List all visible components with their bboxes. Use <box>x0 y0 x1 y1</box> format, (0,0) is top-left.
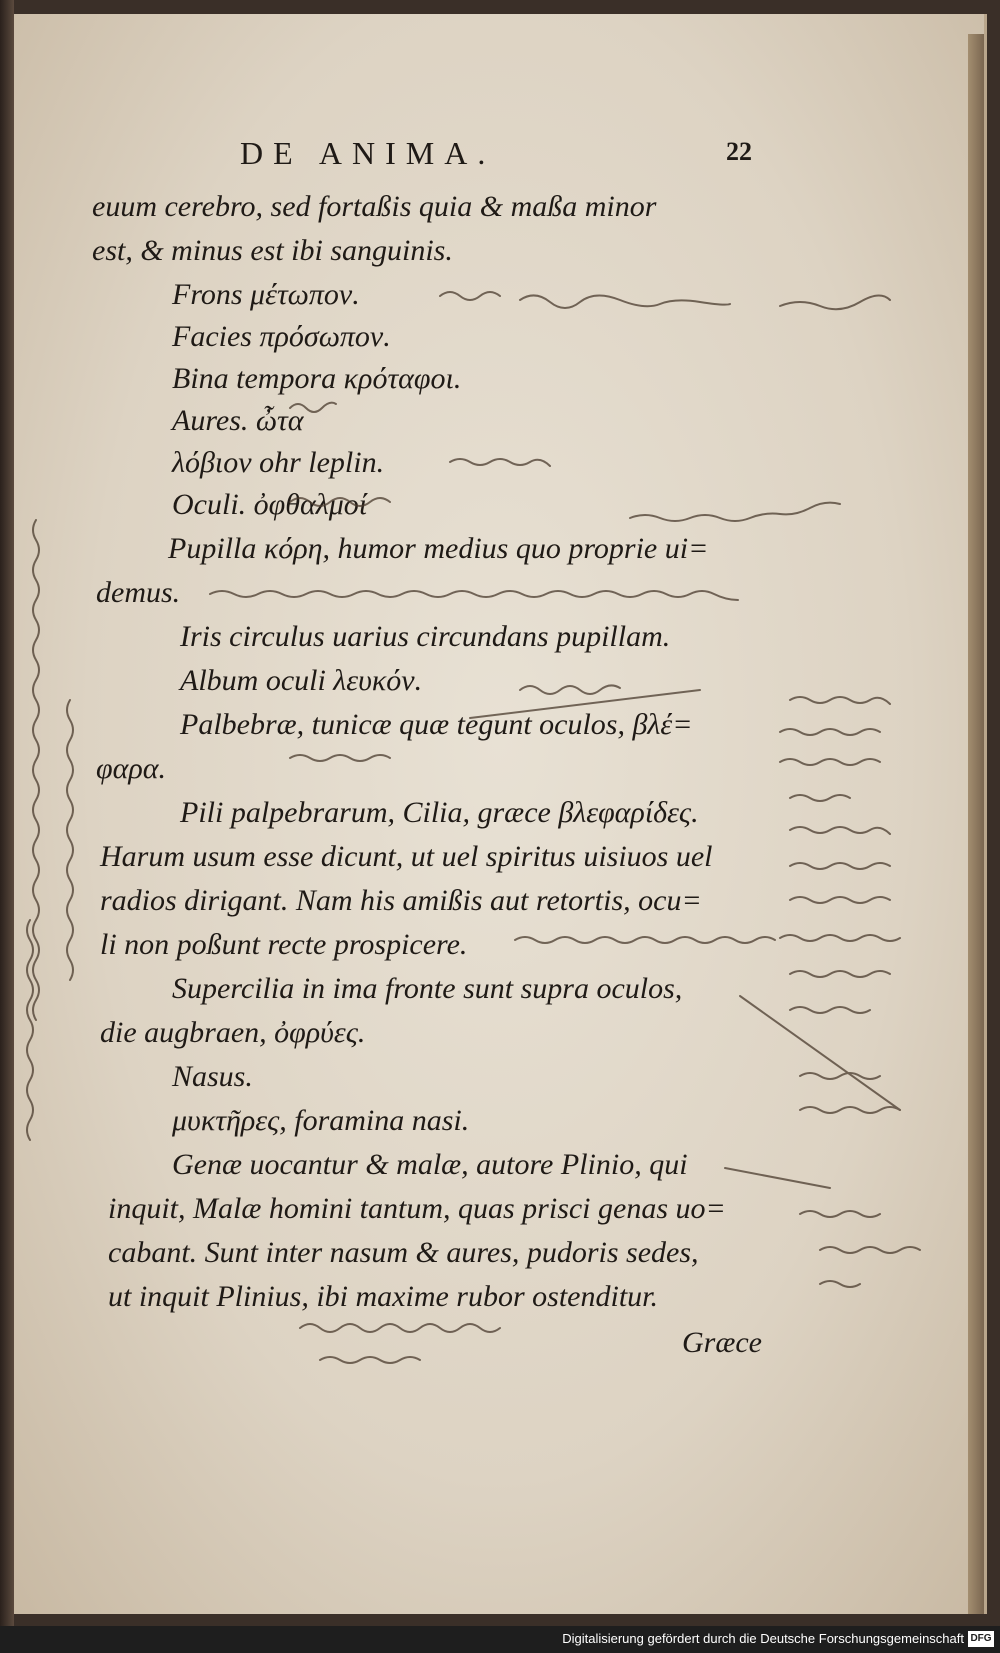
text-line: Facies πρόσωπον. <box>172 320 391 353</box>
text-line: euum cerebro, sed fortaßis quia & maßa minor <box>92 190 657 223</box>
catchword: Græce <box>682 1326 762 1359</box>
text-line: est, & minus est ibi sanguinis. <box>92 234 453 267</box>
footer-credit: Digitalisierung gefördert durch die Deutsche Forschungsgemeinschaft <box>562 1631 964 1646</box>
text-line: Iris circulus uarius circundans pupillam. <box>180 620 671 653</box>
text-line: inquit, Malæ homini tantum, quas prisci genas uo= <box>108 1192 726 1225</box>
text-line: φαρα. <box>96 752 166 785</box>
text-line: Palbebræ, tunicæ quæ tegunt oculos, βλέ= <box>180 708 693 741</box>
text-line: Genæ uocantur & malæ, autore Plinio, qui <box>172 1148 688 1181</box>
text-line: Bina tempora κρόταφοι. <box>172 362 462 395</box>
text-line: ut inquit Plinius, ibi maxime rubor ostenditur. <box>108 1280 659 1313</box>
page-number: 22 <box>726 137 752 166</box>
text-line: radios dirigant. Nam his amißis aut retortis, ocu= <box>100 884 702 917</box>
text-line: μυκτῆρες, foramina nasi. <box>172 1104 470 1137</box>
text-line: Supercilia in ima fronte sunt supra oculos, <box>172 972 683 1005</box>
footer-bar <box>0 1626 1000 1653</box>
text-line: Album oculi λευκόν. <box>180 664 423 697</box>
text-line: Oculi. ὀφθαλμοί <box>172 488 368 521</box>
text-line: λόβιον ohr leplin. <box>172 446 385 479</box>
text-line: die augbraen, ὀφρύες. <box>100 1016 366 1049</box>
dfg-logo: DFG <box>968 1631 994 1647</box>
text-line: Pili palpebrarum, Cilia, græce βλεφαρίδες. <box>180 796 699 829</box>
text-line: cabant. Sunt inter nasum & aures, pudoris sedes, <box>108 1236 699 1269</box>
text-line: li non poßunt recte prospicere. <box>100 928 468 961</box>
running-head: DE ANIMA. <box>240 135 496 171</box>
text-line: Pupilla κόρη, humor medius quo proprie ui= <box>168 532 709 565</box>
text-line: Aures. ὦτα <box>172 404 304 437</box>
text-line: Harum usum esse dicunt, ut uel spiritus uisiuos uel <box>100 840 713 873</box>
text-line: Frons μέτωπον. <box>172 278 360 311</box>
text-line: demus. <box>96 576 181 609</box>
text-line: Nasus. <box>172 1060 253 1093</box>
